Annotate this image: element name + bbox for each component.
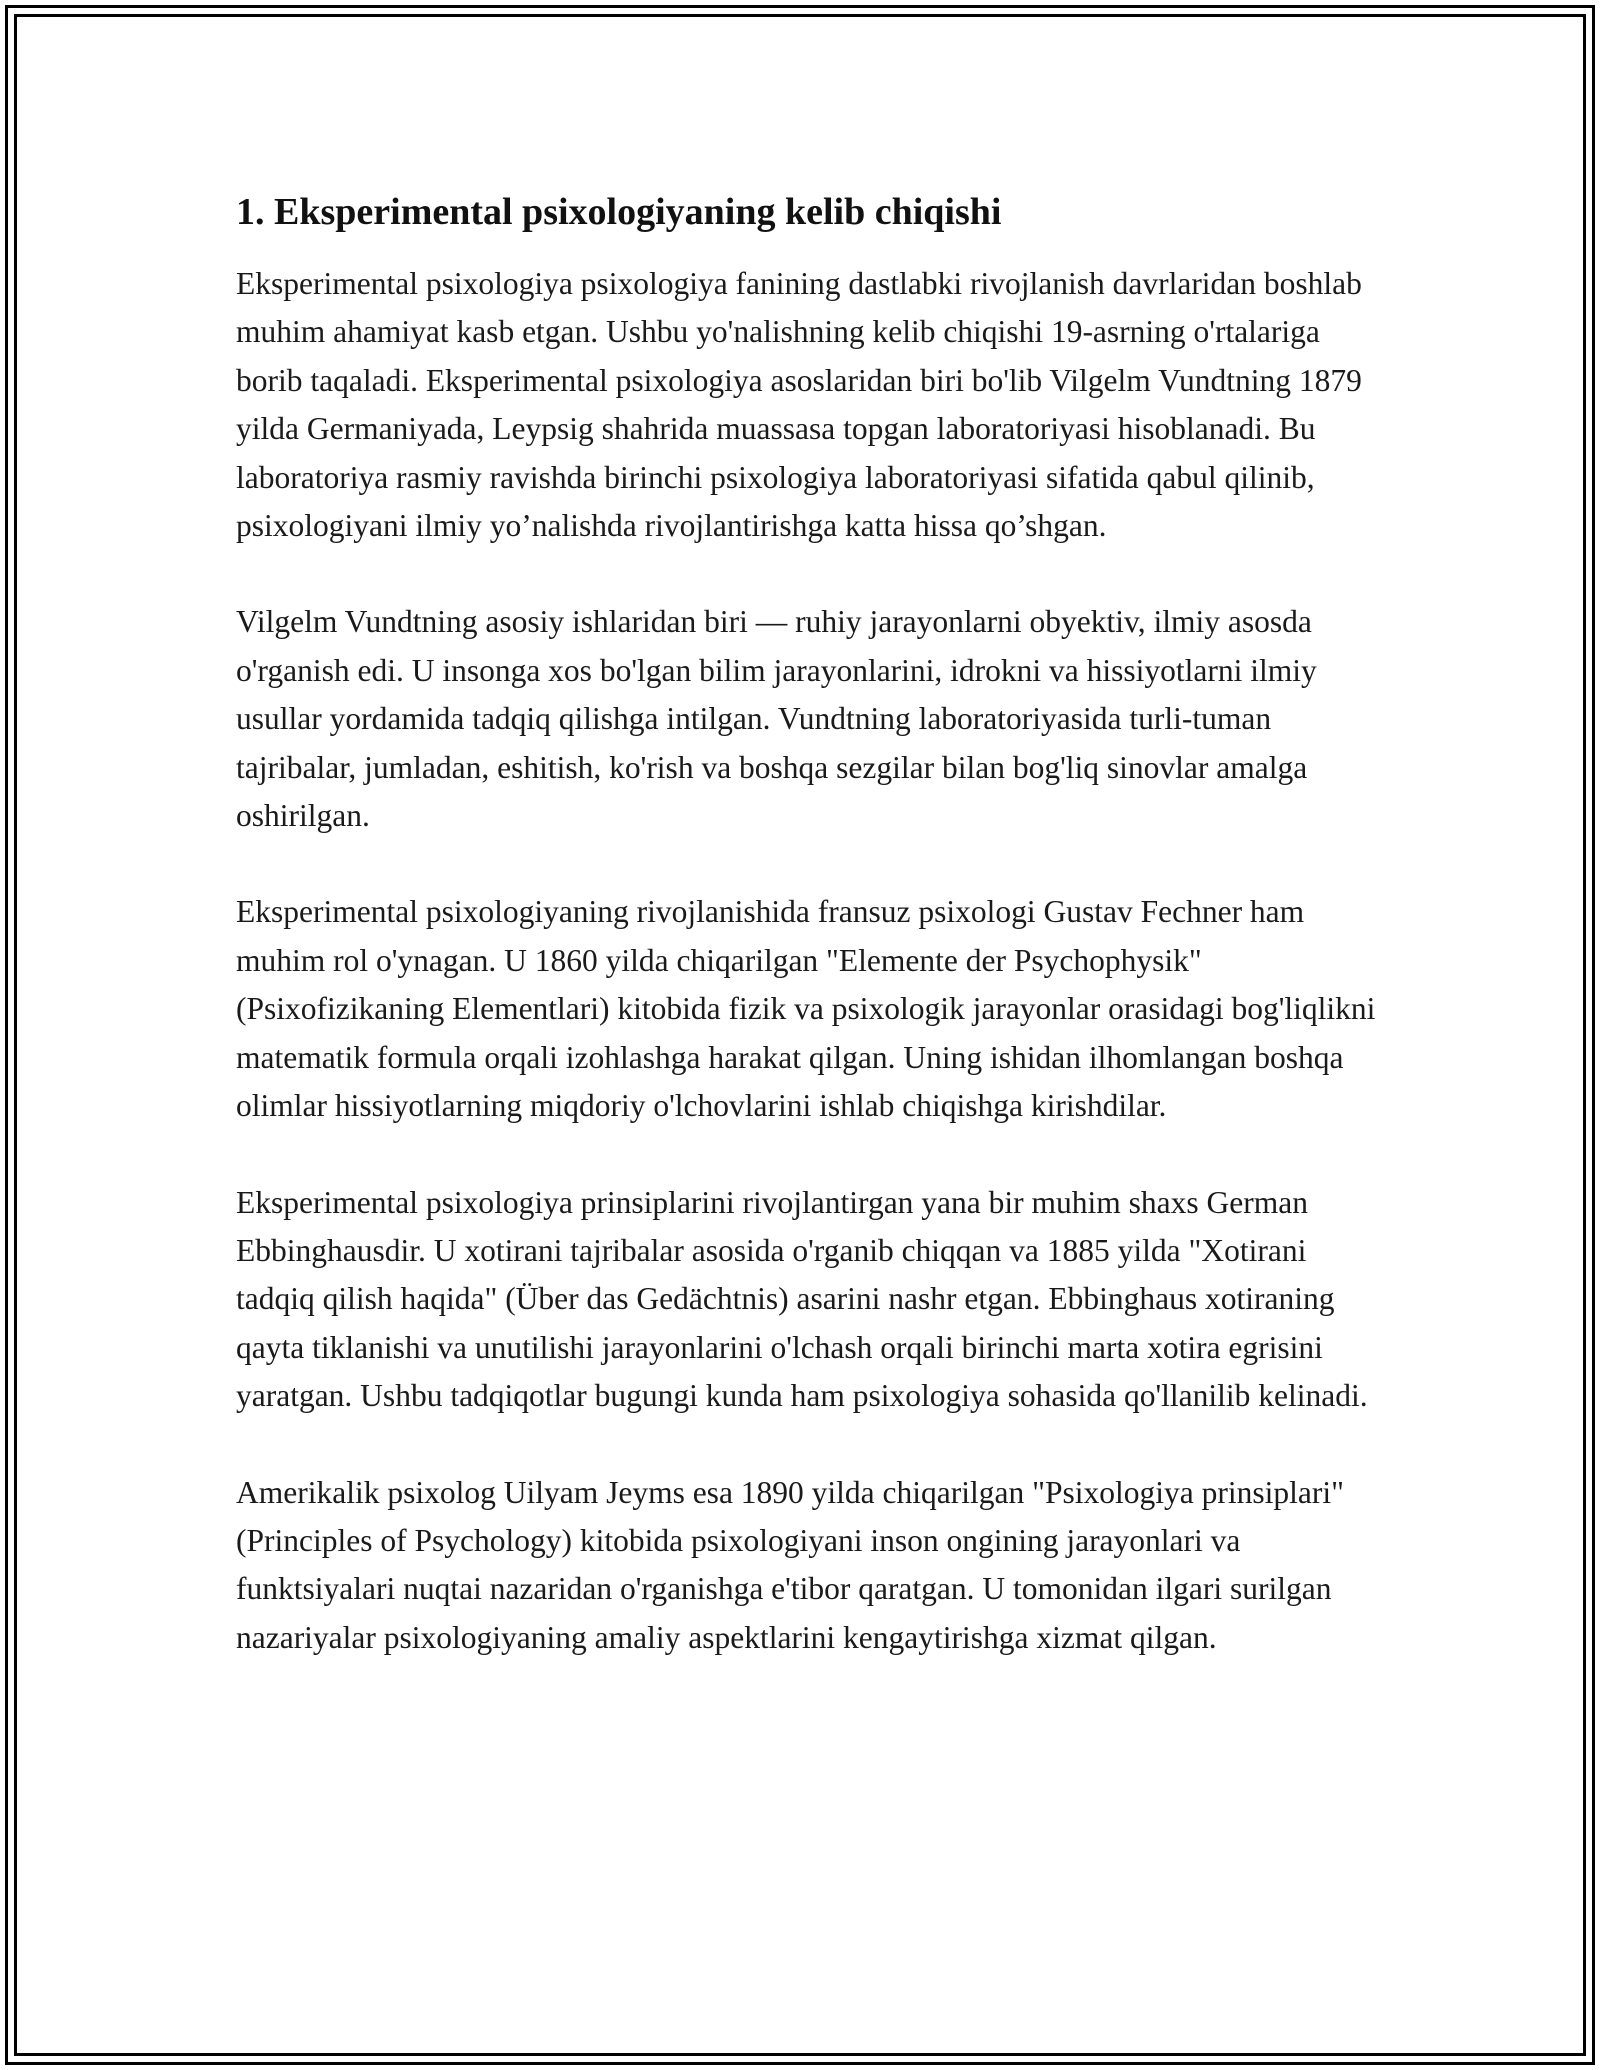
paragraph-james: Amerikalik psixolog Uilyam Jeyms esa 1890 yilda chiqarilgan "Psixologiya prinsiplari" (Principles of Psychology) kitobida psixologiyani inson ongining jarayonlari va funktsiyalari nuqtai nazaridan o'rganishga e'tibor qaratgan. U tomonidan ilgari surilgan nazariyalar psixologiyaning amaliy aspektlarini kengaytirishga xizmat qilgan.: [236, 1474, 1344, 1655]
paragraph-fechner: Eksperimental psixologiyaning rivojlanishida fransuz psixologi Gustav Fechner ham muhim rol o'ynagan. U 1860 yilda chiqarilgan "Elemente der Psychophysik" (Psixofizikaning Elementlari) kitobida fizik va psixologik jarayonlar orasidagi bog'liqlikni matematik formula orqali izohlashga harakat qilgan. Uning ishidan ilhomlangan boshqa olimlar hissiyotlarning miqdoriy o'lchovlarini ishlab chiqishga kirishdilar.: [236, 894, 1376, 1124]
paragraph-ebbinghaus: Eksperimental psixologiya prinsiplarini rivojlantirgan yana bir muhim shaxs German Ebbinghausdir. U xotirani tajribalar asosida o'rganib chiqqan va 1885 yilda "Xotirani tadqiq qilish haqida" (Über das Gedächtnis) asarini nashr etgan. Ebbinghaus xotiraning qayta tiklanishi va unutilishi jarayonlarini o'lchash orqali birinchi marta xotira egrisini yaratgan. Ushbu tadqiqotlar bugungi kunda ham psixologiya sohasida qo'llanilib kelinadi.: [236, 1184, 1368, 1414]
paragraph-wundt-laboratory: Eksperimental psixologiya psixologiya fanining dastlabki rivojlanish davrlaridan boshlab muhim ahamiyat kasb etgan. Ushbu yo'nalishning kelib chiqishi 19-asrning o'rtalariga borib taqaladi. Eksperimental psixologiya asoslaridan biri bo'lib Vilgelm Vundtning 1879 yilda Germaniyada, Leypsig shahrida muassasa topgan laboratoriyasi hisoblanadi. Bu laboratoriya rasmiy ravishda birinchi psixologiya laboratoriyasi sifatida qabul qilinib, psixologiyani ilmiy yo’nalishda rivojlantirishga katta hissa qo’shgan.: [236, 266, 1362, 544]
section-title: 1. Eksperimental psixologiyaning kelib chiqishi: [236, 191, 1002, 233]
paragraph-wundt-research: Vilgelm Vundtning asosiy ishlaridan biri — ruhiy jarayonlarni obyektiv, ilmiy asosda o'rganish edi. U insonga xos bo'lgan bilim jarayonlarini, idrokni va hissiyotlarni ilmiy usullar yordamida tadqiq qilishga intilgan. Vundtning laboratoriyasida turli-tuman tajribalar, jumladan, eshitish, ko'rish va boshqa sezgilar bilan bog'liq sinovlar amalga oshirilgan.: [236, 604, 1317, 834]
document-body: [236, 188, 1376, 1710]
